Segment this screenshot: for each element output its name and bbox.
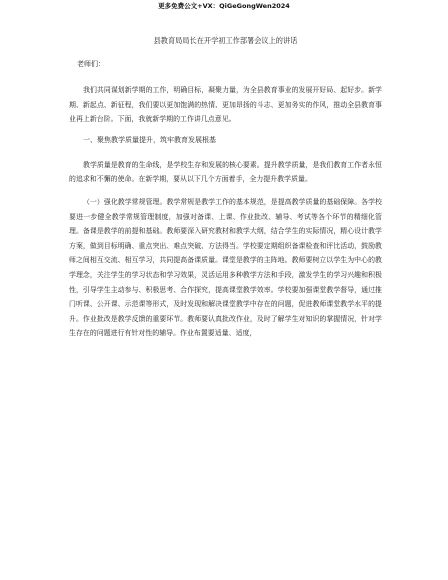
section-heading: 一、聚焦教学质量提升，筑牢教育发展根基 [83, 135, 216, 144]
document-page [69, 36, 382, 349]
intro-paragraph: 我们共同谋划新学期的工作，明确目标，凝聚力量，为全县教育事业的发展开好局、起好步。新学期、新起点、新征程，我们要以更加饱满的热情、更加昂扬的斗志、更加务实的作风，推动全县教育事业再上新台阶。下面，我就新学期的工作讲几点意见。 [69, 86, 382, 124]
section-paragraph: 教学质量是教育的生命线，是学校生存和发展的核心要素。提升教学质量，是我们教育工作者永恒的追求和不懈的使命。在新学期，要从以下几个方面着手，全力提升教学质量。 [69, 160, 382, 184]
top-banner: 更多免费公文+VX：QiGeGongWen2024 [158, 2, 290, 10]
document-title: 县教育局局长在开学初工作部署会议上的讲话 [153, 36, 298, 45]
subsection-paragraph: （一）强化教学常规管理。教学常规是教学工作的基本规范，是提高教学质量的基础保障。各学校要进一步健全教学常规管理制度，加强对备课、上课、作业批改、辅导、考试等各个环节的精细化管理。备课是教学的前提和基础。教师要深入研究教材和教学大纲，结合学生的实际情况，精心设计教学方案，做到目标明确、重点突出、难点突破、方法得当。学校要定期组织备课检查和评比活动，鼓励教师之间相互交流、相互学习，共同提高备课质量。课堂是教学的主阵地。教师要树立以学生为中心的教学理念，关注学生的学习状态和学习效果，灵活运用多种教学方法和手段，激发学生的学习兴趣和积极性，引导学生主动参与、积极思考、合作探究，提高课堂教学效率。学校要加强课堂教学督导，通过推门听课、公开课、示范课等形式，及时发现和解决课堂教学中存在的问题，促进教师课堂教学水平的提升。作业批改是教学反馈的重要环节。教师要认真批改作业，及时了解学生对知识的掌握情况，针对学生存在的问题进行有针对性的辅导。作业布置要适量、适度， [69, 197, 382, 338]
salutation: 老师们： [77, 60, 105, 68]
